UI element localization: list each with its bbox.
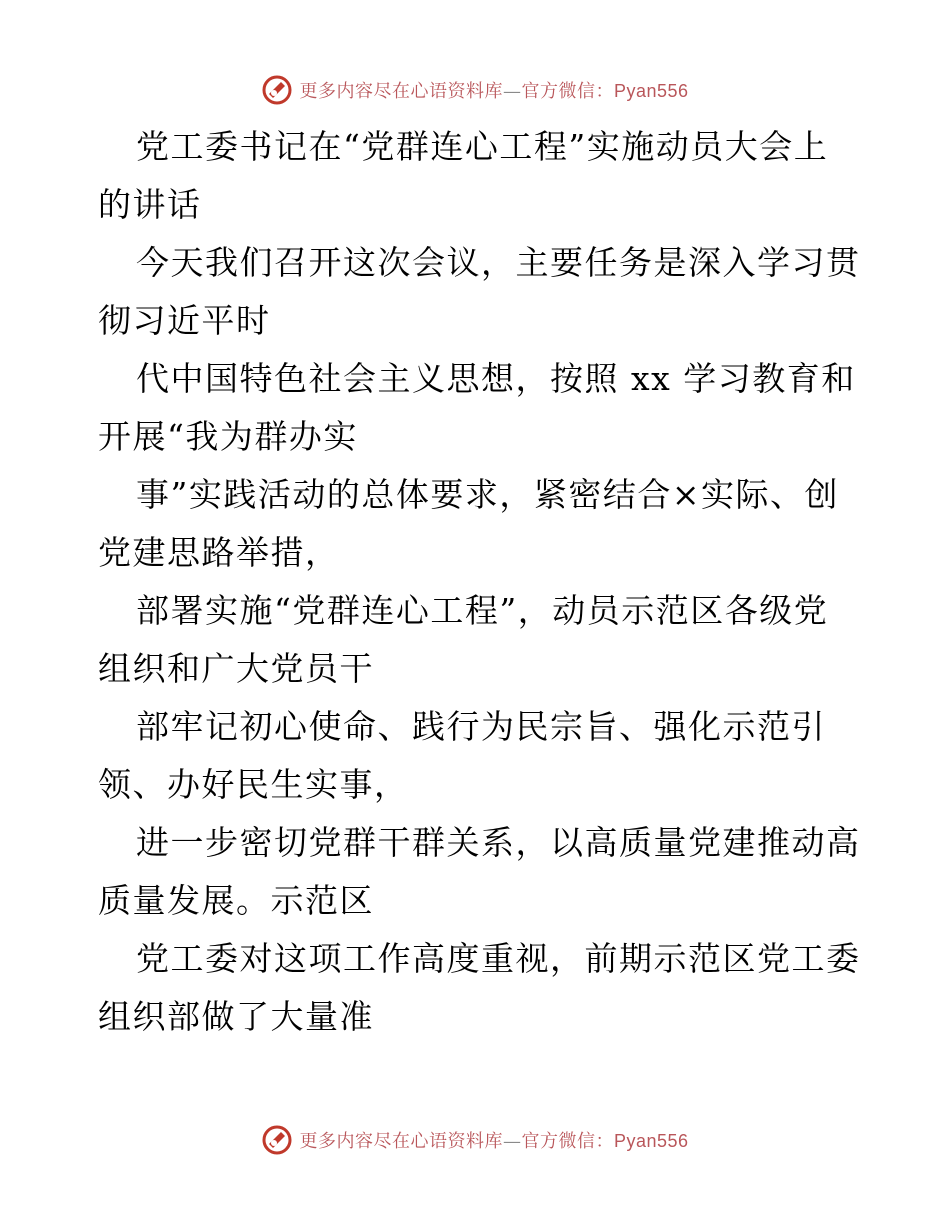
text-line: 代中国特色社会主义思想，按照 xx 学习教育和 (136, 359, 856, 398)
text-line: 的讲话 (98, 185, 202, 224)
text-line: 部署实施“党群连心工程”，动员示范区各级党 (136, 591, 829, 630)
footer-banner-text: 更多内容尽在心语资料库—官方微信：Pyan556 (299, 1131, 689, 1152)
text-line: 党工委对这项工作高度重视，前期示范区党工委 (136, 939, 861, 978)
header-banner (0, 70, 950, 110)
text-line: 领、办好民生实事， (98, 765, 409, 804)
red-seal-logo-icon (261, 1124, 293, 1156)
text-line: 党工委书记在“党群连心工程”实施动员大会上 (136, 127, 829, 166)
text-line: 今天我们召开这次会议，主要任务是深入学习贯 (136, 243, 861, 282)
footer-banner (0, 1120, 950, 1160)
text-line: 彻习近平时 (98, 301, 271, 340)
text-line: 开展“我为群办实 (98, 417, 358, 456)
header-banner-text: 更多内容尽在心语资料库—官方微信：Pyan556 (299, 81, 689, 102)
text-line: 事”实践活动的总体要求，紧密结合×实际、创 (136, 475, 840, 514)
text-line: 质量发展。示范区 (98, 881, 374, 920)
red-seal-logo-icon (261, 74, 293, 106)
text-line: 组织部做了大量准 (98, 997, 374, 1036)
text-line: 组织和广大党员干 (98, 649, 374, 688)
text-line: 部牢记初心使命、践行为民宗旨、强化示范引 (136, 707, 826, 746)
document-body (98, 118, 861, 1046)
text-line: 党建思路举措， (98, 533, 340, 572)
text-line: 进一步密切党群干群关系，以高质量党建推动高 (136, 823, 861, 862)
